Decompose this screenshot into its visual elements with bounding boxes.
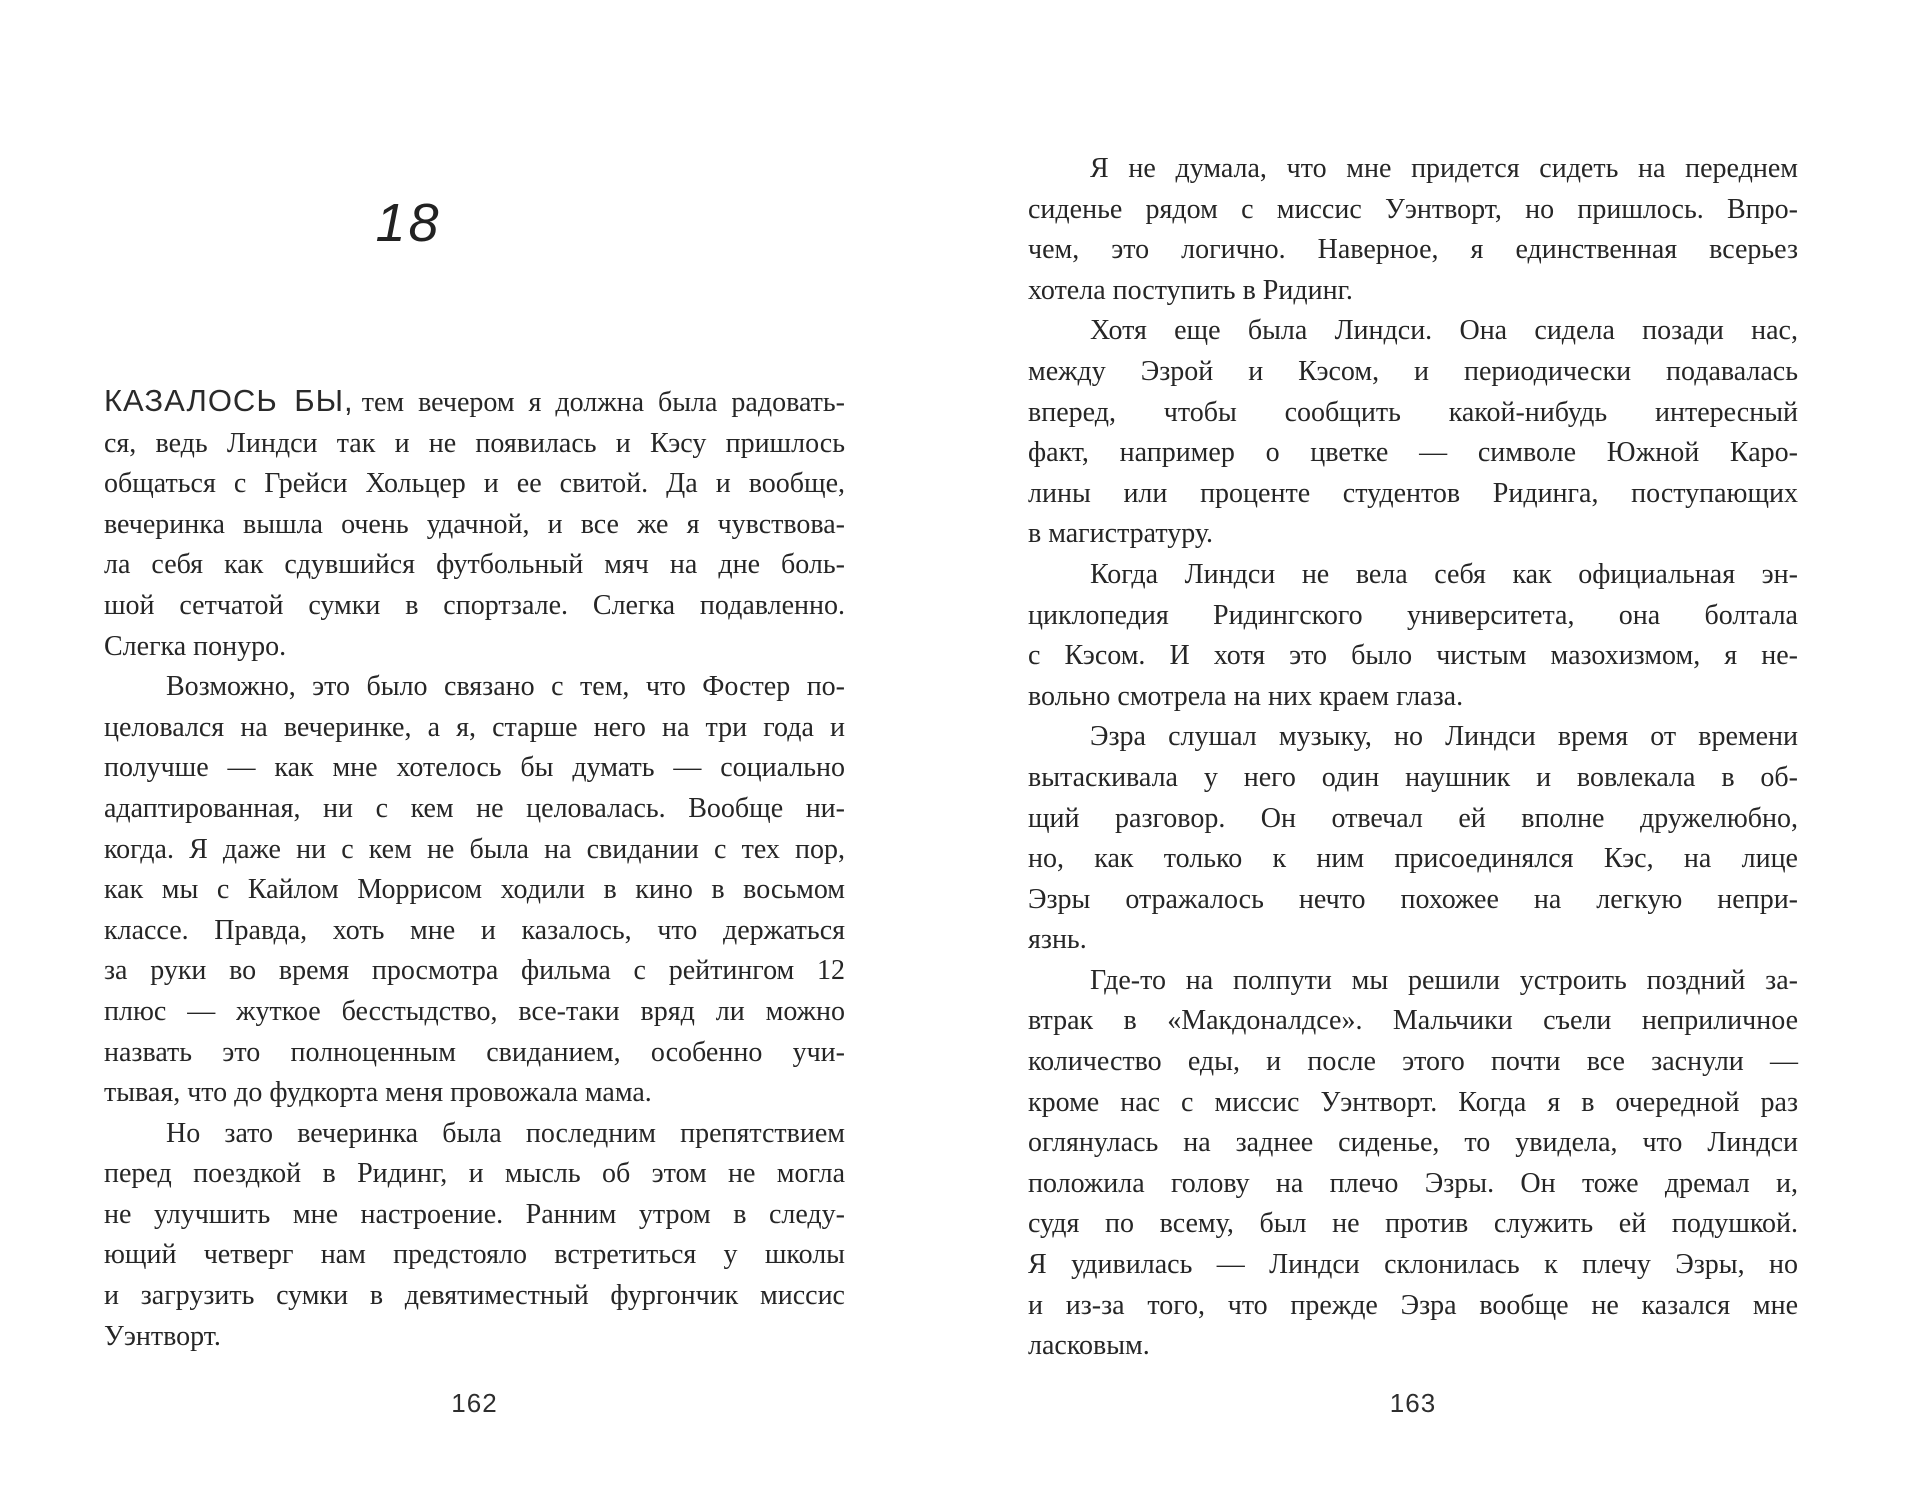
text-line bbox=[104, 381, 845, 424]
text-line: целовался на вечеринке, а я, старше него на три года и bbox=[104, 711, 845, 743]
text-line: кроме нас с миссис Уэнтворт. Когда я в очередной раз bbox=[1028, 1086, 1798, 1118]
right-page-text-column bbox=[1028, 149, 1798, 1367]
text-line: язнь. bbox=[1028, 924, 1087, 956]
text-line: не улучшить мне настроение. Ранним утром в следу- bbox=[104, 1198, 845, 1230]
text-line: Эзры отражалось нечто похожее на легкую непри- bbox=[1028, 883, 1798, 915]
text-line: адаптированная, ни с кем не целовалась. Вообще ни- bbox=[104, 792, 845, 824]
text-line: Эзра слушал музыку, но Линдси время от времени bbox=[1090, 721, 1798, 753]
text-line: вольно смотрела на них краем глаза. bbox=[1028, 680, 1464, 712]
text-line: Но зато вечеринка была последним препятствием bbox=[166, 1117, 845, 1149]
text-line: Уэнтворт. bbox=[104, 1320, 221, 1352]
text-line: ющий четверг нам предстояло встретиться у школы bbox=[104, 1239, 845, 1271]
text-line: как мы с Кайлом Моррисом ходили в кино в восьмом bbox=[104, 874, 845, 906]
text-line: и загрузить сумки в девятиместный фургончик миссис bbox=[104, 1280, 845, 1312]
text-line: сиденье рядом с миссис Уэнтворт, но пришлось. Впро- bbox=[1028, 193, 1798, 225]
text-line: Где-то на полпути мы решили устроить поздний за- bbox=[1090, 964, 1798, 996]
text-line: и из-за того, что прежде Эзра вообще не казался мне bbox=[1028, 1289, 1798, 1321]
text-line: оглянулась на заднее сиденье, то увидела, что Линдси bbox=[1028, 1127, 1798, 1159]
text-line: ла себя как сдувшийся футбольный мяч на дне боль- bbox=[104, 549, 845, 581]
text-line: шой сетчатой сумки в спортзале. Слегка подавленно. bbox=[104, 589, 845, 621]
left-page-text-column bbox=[104, 381, 845, 1357]
text-line: между Эзрой и Кэсом, и периодически подавалась bbox=[1028, 355, 1798, 387]
text-line: общаться с Грейси Хольцер и ее свитой. Да и вообще, bbox=[104, 468, 845, 500]
text-line: Я удивилась — Линдси склонилась к плечу Эзры, но bbox=[1028, 1249, 1798, 1281]
text-line: положила голову на плечо Эзры. Он тоже дремал и, bbox=[1028, 1167, 1798, 1199]
text-line: вытаскивала у него один наушник и вовлекала в об- bbox=[1028, 761, 1798, 793]
text-line: классе. Правда, хоть мне и казалось, что держаться bbox=[104, 914, 845, 946]
text-line: Хотя еще была Линдси. Она сидела позади нас, bbox=[1090, 315, 1798, 347]
chapter-number: 18 bbox=[375, 193, 442, 253]
text-line: количество еды, и после этого почти все заснули — bbox=[1028, 1046, 1798, 1078]
text-line: ласковым. bbox=[1028, 1330, 1150, 1362]
text-line: судя по всему, был не против служить ей подушкой. bbox=[1028, 1208, 1798, 1240]
text-line: Возможно, это было связано с тем, что Фостер по- bbox=[166, 671, 845, 703]
paragraph-lead-in: КАЗАЛОСЬ БЫ, bbox=[104, 383, 354, 418]
text-line: но, как только к ним присоединялся Кэс, на лице bbox=[1028, 843, 1798, 875]
text-line: в магистратуру. bbox=[1028, 518, 1214, 550]
text-line: факт, например о цветке — символе Южной Каро- bbox=[1028, 437, 1798, 469]
text-line: когда. Я даже ни с кем не была на свидании с тех пор, bbox=[104, 833, 845, 865]
text-line: Я не думала, что мне придется сидеть на переднем bbox=[1090, 153, 1798, 184]
text-line: назвать это полноценным свиданием, особенно учи- bbox=[104, 1036, 845, 1068]
text-line: чем, это логично. Наверное, я единственная всерьез bbox=[1028, 234, 1798, 266]
text-line: вечеринка вышла очень удачной, и все же я чувствова- bbox=[104, 508, 845, 540]
page-number-left: 162 bbox=[451, 1388, 498, 1418]
text-line: тывая, что до фудкорта меня провожала мама. bbox=[104, 1077, 652, 1109]
text-line: вперед, чтобы сообщить какой-нибудь интересный bbox=[1028, 396, 1798, 428]
text-line-rest: тем вечером я должна была радовать- bbox=[361, 387, 845, 418]
text-line: Когда Линдси не вела себя как официальная эн- bbox=[1090, 558, 1798, 590]
text-line: щий разговор. Он отвечал ей вполне дружелюбно, bbox=[1028, 802, 1798, 834]
text-line: втрак в «Макдоналдсе». Мальчики съели неприличное bbox=[1028, 1005, 1798, 1037]
text-line: за руки во время просмотра фильма с рейтингом 12 bbox=[104, 955, 845, 987]
page-number-right: 163 bbox=[1389, 1388, 1437, 1418]
text-line: перед поездкой в Ридинг, и мысль об этом не могла bbox=[104, 1158, 845, 1190]
text-line: циклопедия Ридингского университета, она болтала bbox=[1028, 599, 1798, 631]
text-line: лины или проценте студентов Ридинга, поступающих bbox=[1028, 477, 1798, 509]
text-line: Слегка понуро. bbox=[104, 630, 287, 662]
text-line: ся, ведь Линдси так и не появилась и Кэсу пришлось bbox=[104, 427, 845, 459]
text-line: с Кэсом. И хотя это было чистым мазохизмом, я не- bbox=[1028, 640, 1798, 672]
text-line: получше — как мне хотелось бы думать — социально bbox=[104, 752, 845, 784]
text-line: плюс — жуткое бесстыдство, все-таки вряд ли можно bbox=[104, 995, 845, 1027]
text-line: хотела поступить в Ридинг. bbox=[1028, 274, 1353, 306]
